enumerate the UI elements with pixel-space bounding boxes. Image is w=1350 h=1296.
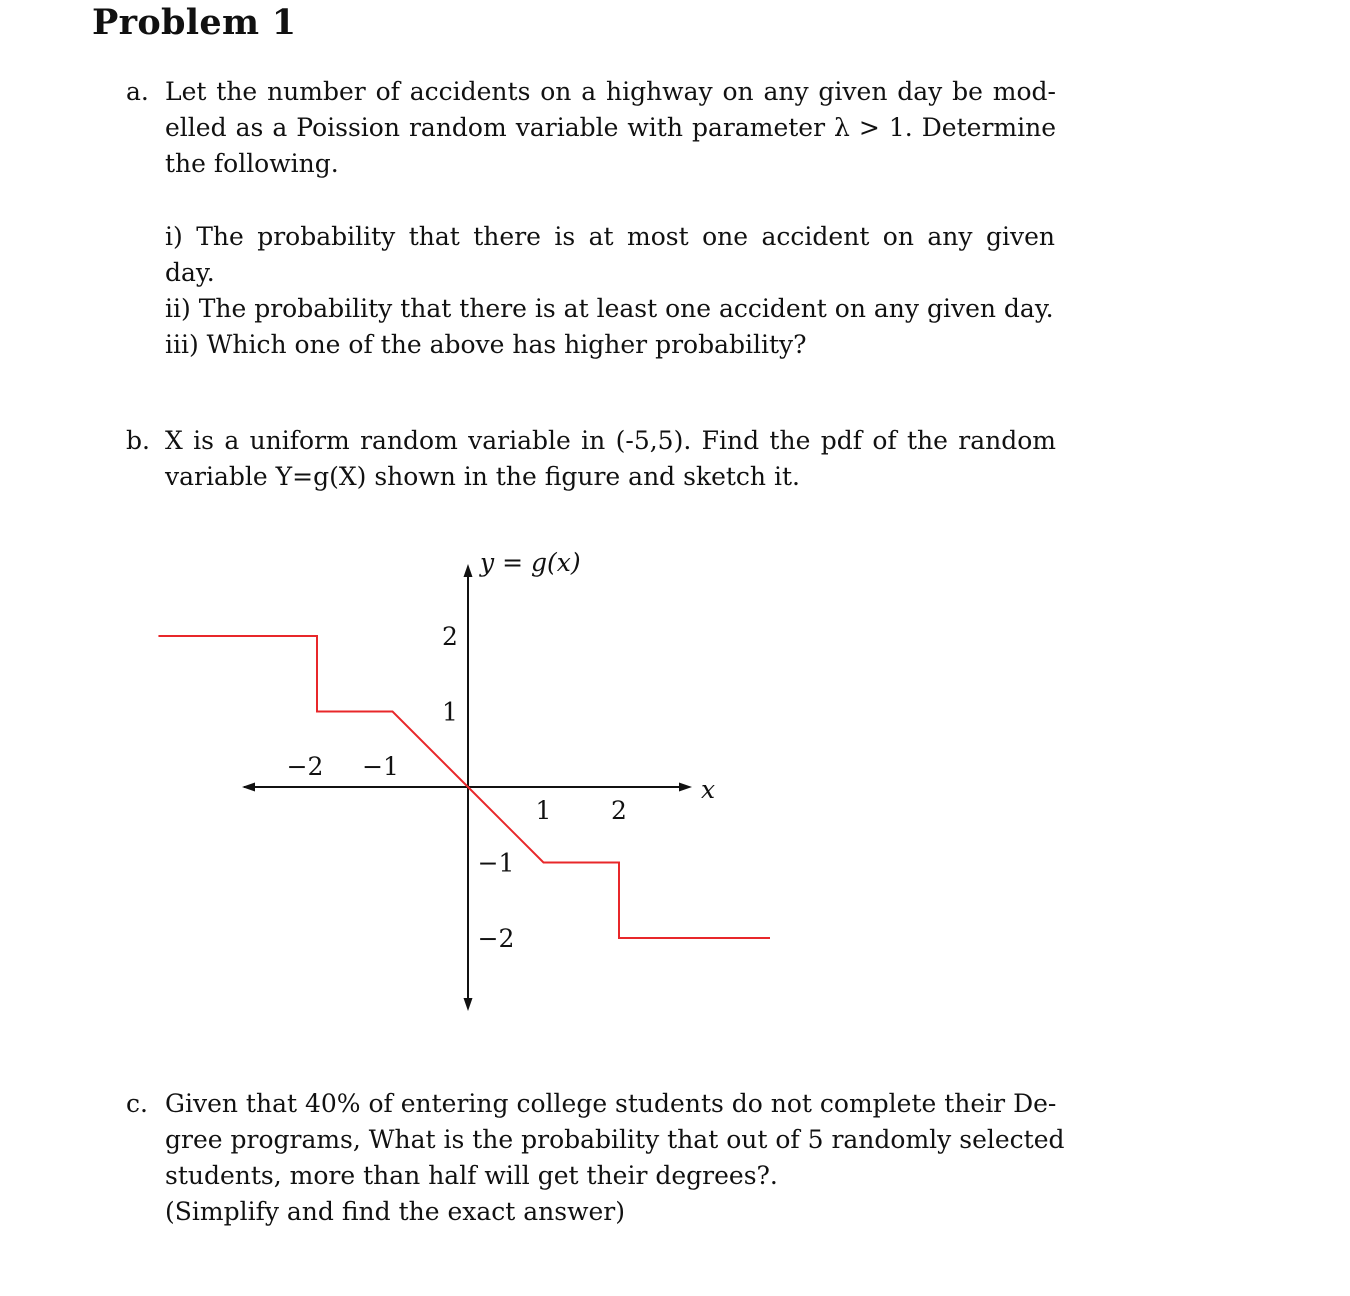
subitem-i-line-2: day. (165, 258, 215, 287)
y-axis-down-arrow-icon (464, 998, 473, 1011)
part-c-line-3: students, more than half will get their degrees?. (165, 1161, 778, 1190)
part-a-label: a. (126, 77, 149, 106)
part-a-line-1: Let the number of accidents on a highway on any given day be mod- (165, 77, 1056, 106)
subitem-i-line-1: i) The probability that there is at most one accident on any given (165, 222, 1055, 251)
part-b (126, 423, 1056, 495)
x-tick-label-neg2: −2 (286, 752, 324, 781)
part-b-line-1: X is a uniform random variable in (-5,5). Find the pdf of the random (165, 426, 1056, 455)
part-c-line-4: (Simplify and find the exact answer) (165, 1197, 625, 1226)
part-c-label: c. (126, 1089, 148, 1118)
problem-title: Problem 1 (92, 2, 297, 43)
subitem-ii: ii) The probability that there is at least one accident on any given day. (165, 294, 1054, 323)
y-axis-up-arrow-icon (464, 564, 473, 577)
y-tick-label-1: 1 (442, 697, 458, 727)
part-c-line-1: Given that 40% of entering college students do not complete their De- (165, 1089, 1057, 1118)
part-a (126, 74, 1056, 182)
x-axis-right-arrow-icon (679, 783, 692, 792)
part-a-line-2: elled as a Poission random variable with parameter λ > 1. Determine (165, 113, 1056, 142)
y-tick-label-2: 2 (442, 622, 458, 651)
x-axis-label: x (700, 775, 716, 804)
subitem-iii: iii) Which one of the above has higher probability? (165, 330, 807, 359)
x-tick-label-1: 1 (535, 796, 552, 825)
part-b-line-2: variable Y=g(X) shown in the figure and sketch it. (165, 462, 800, 491)
x-axis-left-arrow-icon (242, 783, 255, 792)
part-a-subitems (165, 219, 1055, 363)
graph-svg (160, 535, 800, 1025)
part-c (126, 1086, 1065, 1230)
y-axis-label: y = g(x) (480, 548, 581, 577)
x-tick-label-2: 2 (611, 796, 627, 825)
y-tick-label-neg2: −2 (477, 924, 515, 953)
y-tick-label-neg1: −1 (477, 848, 515, 878)
graph-figure (160, 535, 800, 1025)
x-tick-label-neg1: −1 (362, 752, 399, 781)
part-c-line-2: gree programs, What is the probability that out of 5 randomly selected (165, 1125, 1065, 1154)
part-a-line-3: the following. (165, 149, 339, 178)
part-b-label: b. (126, 426, 150, 455)
